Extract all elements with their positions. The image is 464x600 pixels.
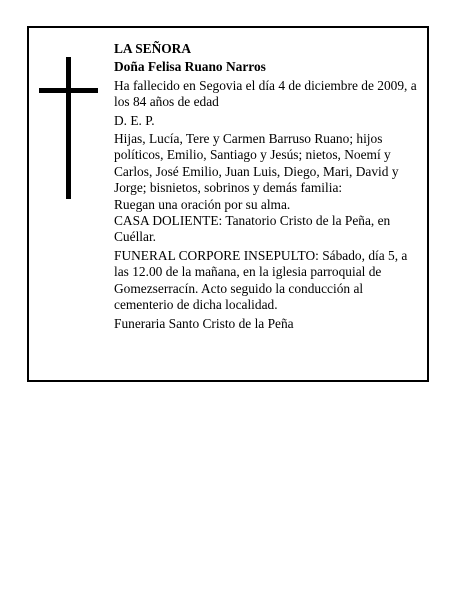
- rip-text: D. E. P.: [114, 112, 155, 128]
- deceased-name: Doña Felisa Ruano Narros: [114, 59, 266, 75]
- death-announcement: Ha fallecido en Segovia el día 4 de diciembre de 2009, a los 84 años de edad: [114, 77, 417, 110]
- cross-icon: [39, 57, 98, 199]
- notice-heading: LA SEÑORA: [114, 41, 192, 56]
- obituary-notice: [27, 26, 429, 382]
- casa-doliente: CASA DOLIENTE: Tanatorio Cristo de la Peña, en Cuéllar.: [114, 213, 391, 245]
- cross-horizontal-bar: [39, 88, 98, 93]
- prayer-request: Ruegan una oración por su alma.: [114, 196, 291, 212]
- family-list: Hijas, Lucía, Tere y Carmen Barruso Ruano; hijos políticos, Emilio, Santiago y Jesús; nietos, Noemí y Carlos, José Emilio, Juan Luis, Diego, Mari, David y Jorge; bisnietos, sobrinos y demás familia:: [114, 131, 399, 196]
- cross-vertical-bar: [66, 57, 71, 199]
- funeral-details: FUNERAL CORPORE INSEPULTO: Sábado, día 5, a las 12.00 de la mañana, en la iglesia parroquial de Gomezserracín. Acto seguido la conducción al cementerio de dicha localidad.: [114, 247, 408, 313]
- funeral-home: Funeraria Santo Cristo de la Peña: [114, 315, 294, 331]
- notice-text: [114, 41, 422, 332]
